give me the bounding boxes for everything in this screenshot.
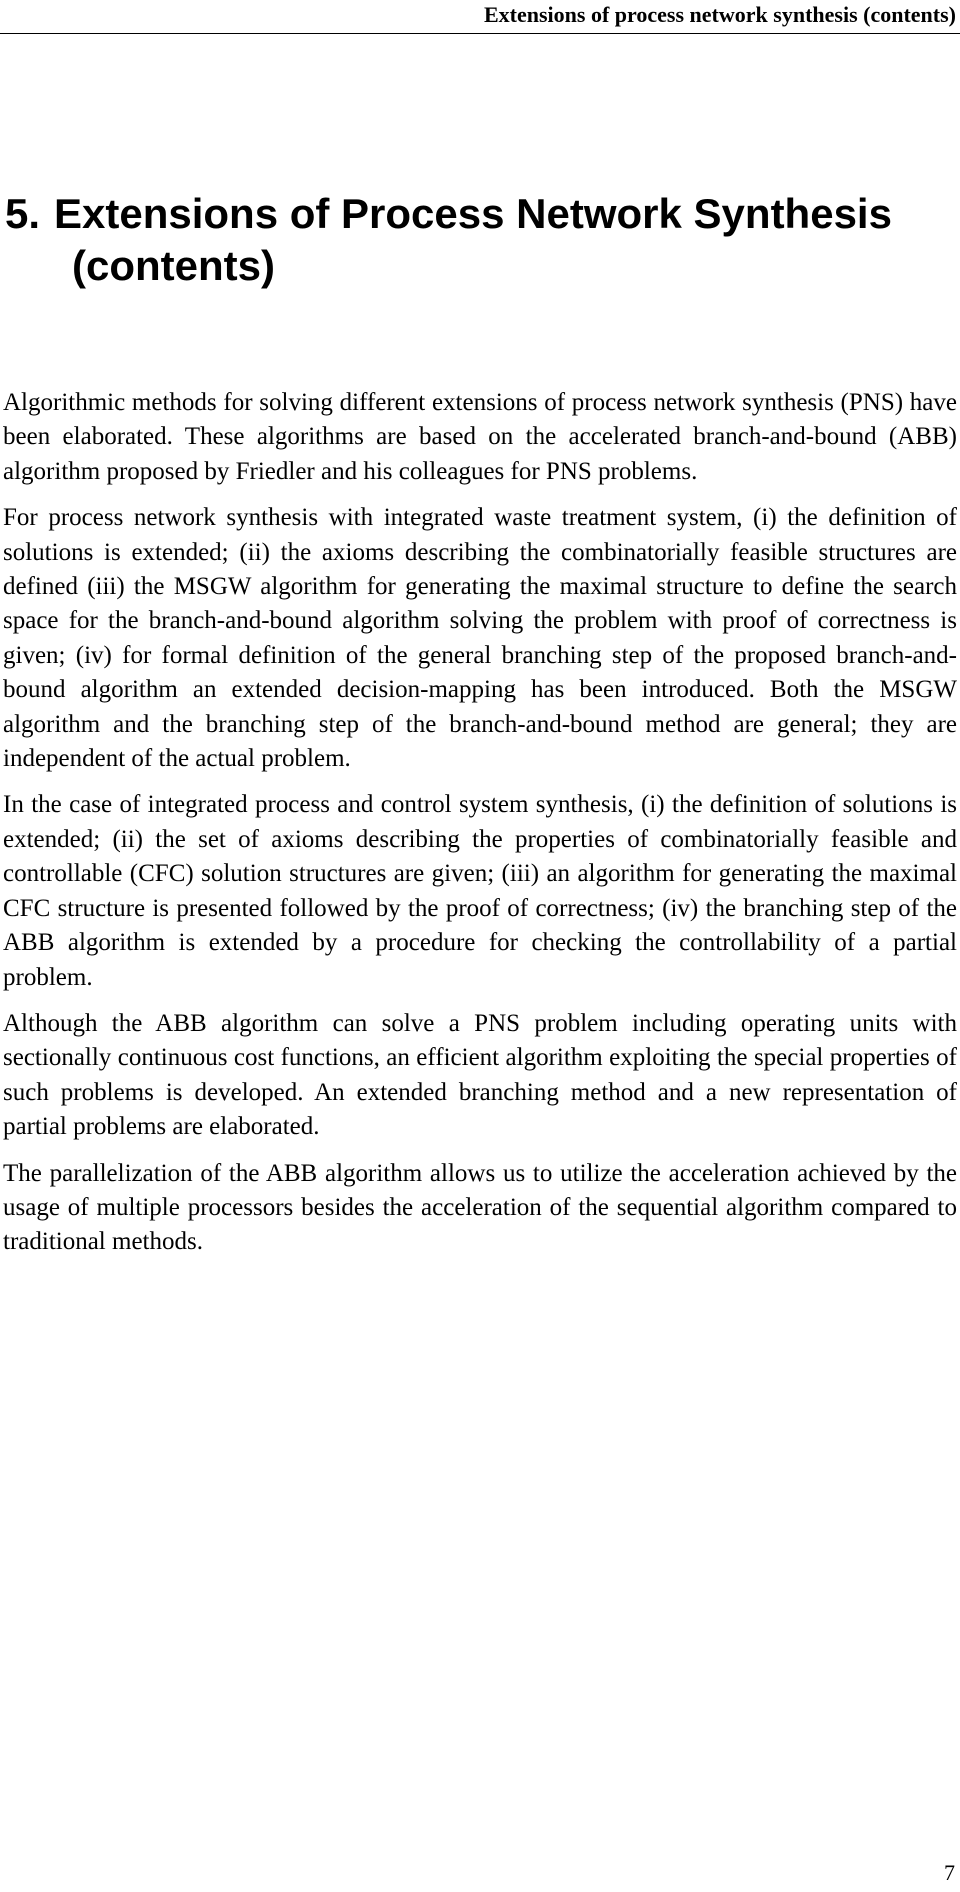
paragraph-parallelization: The parallelization of the ABB algorithm allows us to utilize the acceleration achieved by the usage of multiple processors besides the acceleration of the sequential algorithm compared to traditional methods.: [3, 1159, 957, 1256]
body-text: [3, 386, 957, 1272]
paragraph-waste-treatment: For process network synthesis with integrated waste treatment system, (i) the definition of solutions is extended; (ii) the axioms describing the combinatorially feasible structures are defined (iii) the MSGW algorithm for generating the maximal structure to define the search space for the branch-and-bound algorithm solving the problem with proof of correctness is given; (iv) for formal definition of the general branching step of the proposed branch-and-bound algorithm an extended decision-mapping has been introduced. Both the MSGW algorithm and the branching step of the branch-and-bound method are general; they are independent of the actual problem.: [3, 504, 957, 773]
paragraph-control-synthesis: In the case of integrated process and control system synthesis, (i) the definition of solutions is extended; (ii) the set of axioms describing the properties of combinatorially feasible and controllable (CFC) solution structures are given; (iii) an algorithm for generating the maximal CFC structure is presented followed by the proof of correctness; (iv) the branching step of the ABB algorithm is extended by a procedure for checking the controllability of a partial problem.: [3, 791, 957, 991]
chapter-title-line1: Extensions of Process Network Synthesis: [54, 190, 892, 237]
page-number: 7: [944, 1860, 955, 1885]
chapter-title-line2: (contents): [72, 242, 275, 289]
chapter-number: 5.: [5, 190, 41, 237]
paragraph-intro: Algorithmic methods for solving different extensions of process network synthesis (PNS) have been elaborated. These algorithms are based on the accelerated branch-and-bound (ABB) algorithm proposed by Friedler and his colleagues for PNS problems.: [3, 389, 957, 485]
running-header: Extensions of process network synthesis (contents): [484, 2, 956, 27]
paragraph-cost-functions: Although the ABB algorithm can solve a PNS problem including operating units with sectionally continuous cost functions, an efficient algorithm exploiting the special properties of such problems is developed. An extended branching method and a new representation of partial problems are elaborated.: [3, 1009, 957, 1141]
chapter-title: [5, 188, 955, 292]
header-divider: [0, 33, 960, 34]
